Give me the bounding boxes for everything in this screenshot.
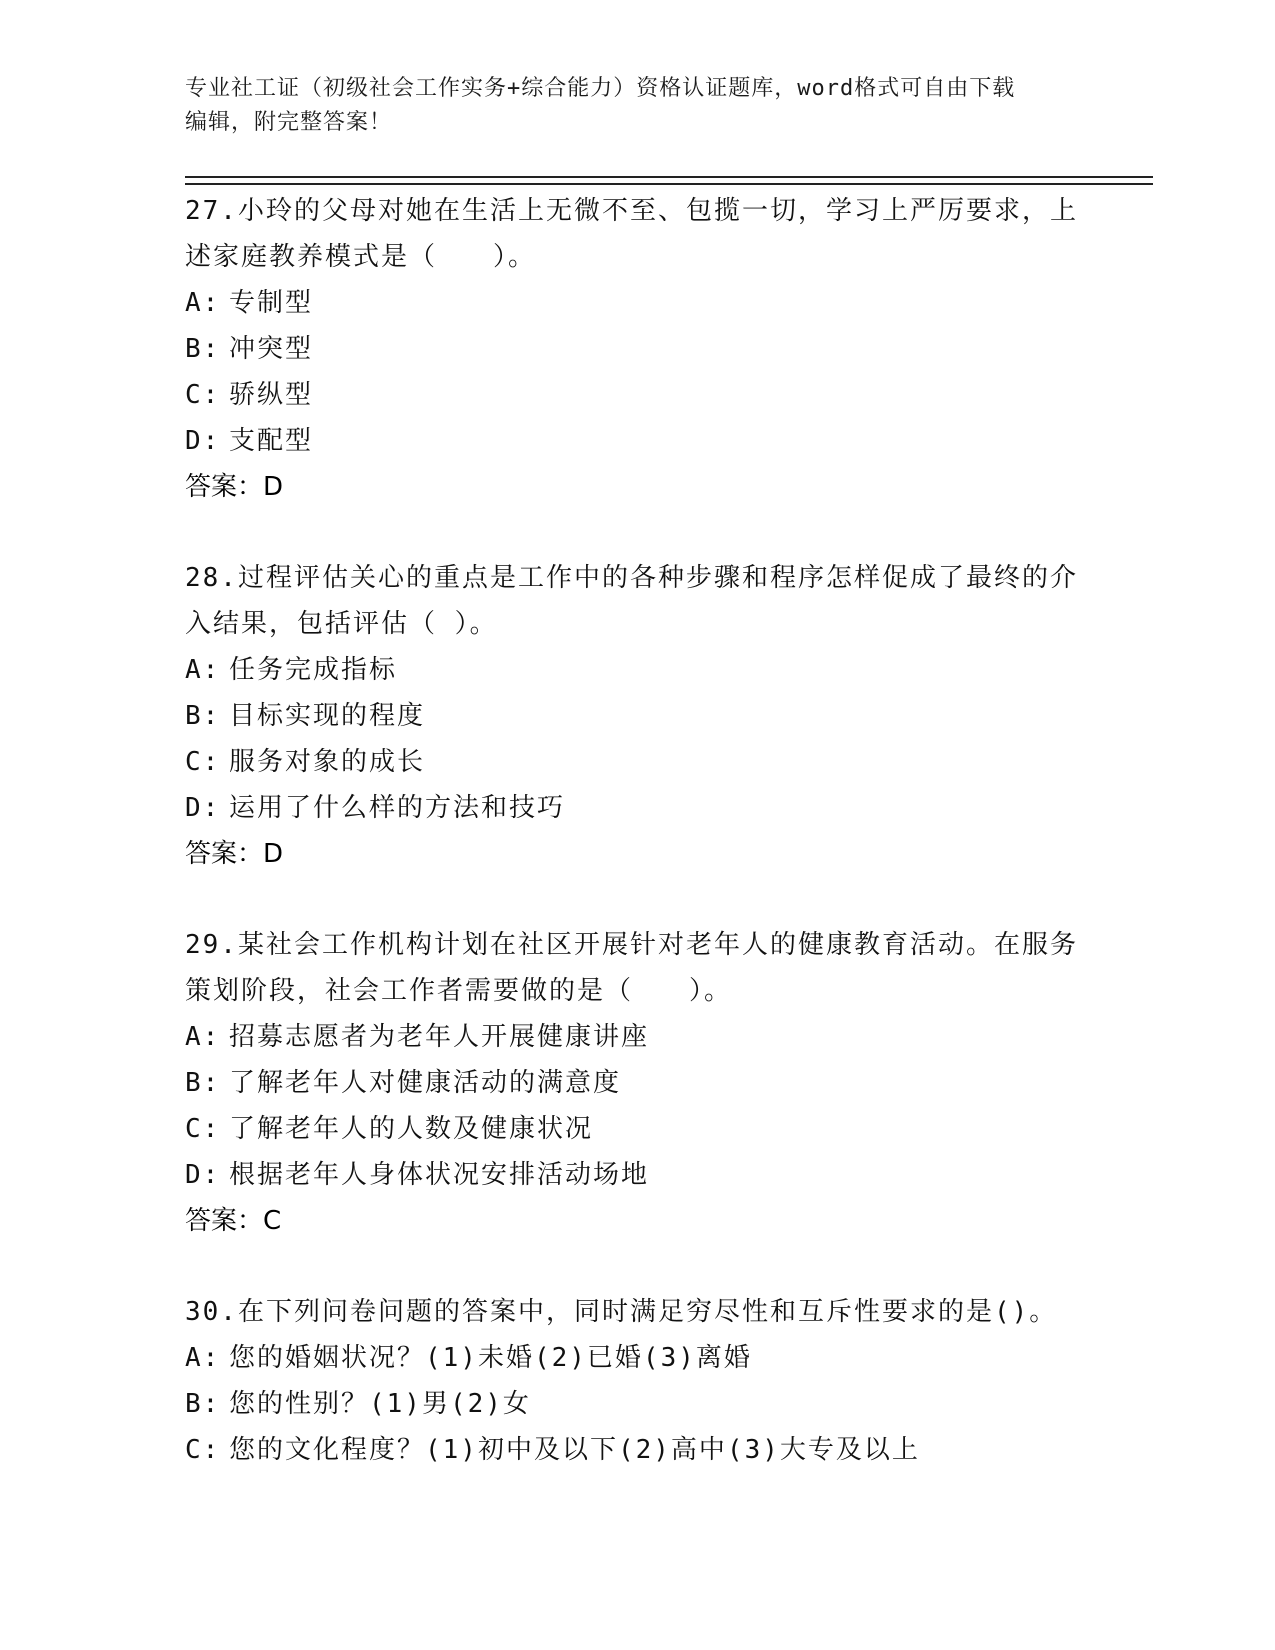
option-letter: D: (185, 793, 221, 823)
option-a (185, 1014, 1085, 1060)
option-letter: C: (185, 747, 221, 777)
option-letter: A: (185, 655, 221, 685)
option-letter: C: (185, 380, 221, 410)
option-b (185, 1381, 1085, 1427)
option-letter: A: (185, 1022, 221, 1052)
option-letter: D: (185, 426, 221, 456)
option-c (185, 1106, 1085, 1152)
question-27 (185, 188, 1085, 510)
option-d (185, 418, 1085, 464)
option-text: 冲突型 (229, 334, 314, 364)
option-text: 招募志愿者为老年人开展健康讲座 (229, 1022, 650, 1052)
option-d (185, 1152, 1085, 1198)
option-letter: B: (185, 334, 221, 364)
header-line-1: 专业社工证（初级社会工作实务+综合能力）资格认证题库，word格式可自由下载 (185, 76, 1016, 101)
option-letter: A: (185, 288, 221, 318)
option-c (185, 739, 1085, 785)
question-stem: 29.某社会工作机构计划在社区开展针对老年人的健康教育活动。在服务策划阶段，社会工作者需要做的是（ ）。 (185, 930, 1078, 1006)
option-letter: C: (185, 1435, 221, 1465)
option-text: 专制型 (229, 288, 314, 318)
option-letter: A: (185, 1343, 221, 1373)
option-b (185, 1060, 1085, 1106)
option-letter: C: (185, 1114, 221, 1144)
option-d (185, 785, 1085, 831)
option-text: 了解老年人对健康活动的满意度 (229, 1068, 622, 1098)
option-text: 骄纵型 (229, 380, 314, 410)
option-text: 您的婚姻状况？(1)未婚(2)已婚(3)离婚 (229, 1343, 752, 1373)
option-text: 支配型 (229, 426, 314, 456)
header-divider-top (185, 176, 1153, 178)
question-28 (185, 555, 1085, 877)
answer-line: 答案：D (185, 839, 284, 869)
option-text: 运用了什么样的方法和技巧 (229, 793, 566, 823)
option-letter: B: (185, 1389, 221, 1419)
option-text: 服务对象的成长 (229, 747, 426, 777)
option-b (185, 693, 1085, 739)
question-stem: 27.小玲的父母对她在生活上无微不至、包揽一切，学习上严厉要求，上述家庭教养模式是（ ）。 (185, 196, 1078, 272)
option-letter: B: (185, 701, 221, 731)
answer-line: 答案：D (185, 472, 284, 502)
option-text: 根据老年人身体状况安排活动场地 (229, 1160, 650, 1190)
option-text: 了解老年人的人数及健康状况 (229, 1114, 594, 1144)
option-a (185, 1335, 1085, 1381)
question-stem: 30.在下列问卷问题的答案中，同时满足穷尽性和互斥性要求的是()。 (185, 1297, 1058, 1327)
option-text: 您的文化程度？(1)初中及以下(2)高中(3)大专及以上 (229, 1435, 920, 1465)
answer-line: 答案：C (185, 1206, 282, 1236)
option-text: 您的性别？(1)男(2)女 (229, 1389, 531, 1419)
question-stem: 28.过程评估关心的重点是工作中的各种步骤和程序怎样促成了最终的介入结果，包括评估（ ）。 (185, 563, 1078, 639)
document-header (185, 72, 1085, 140)
option-text: 任务完成指标 (229, 655, 398, 685)
option-text: 目标实现的程度 (229, 701, 426, 731)
option-a (185, 280, 1085, 326)
option-letter: D: (185, 1160, 221, 1190)
option-letter: B: (185, 1068, 221, 1098)
option-b (185, 326, 1085, 372)
header-line-2: 编辑，附完整答案！ (185, 110, 393, 135)
question-29 (185, 922, 1085, 1244)
question-30 (185, 1289, 1085, 1473)
option-c (185, 372, 1085, 418)
header-divider-bottom (185, 183, 1153, 185)
option-a (185, 647, 1085, 693)
option-c (185, 1427, 1085, 1473)
